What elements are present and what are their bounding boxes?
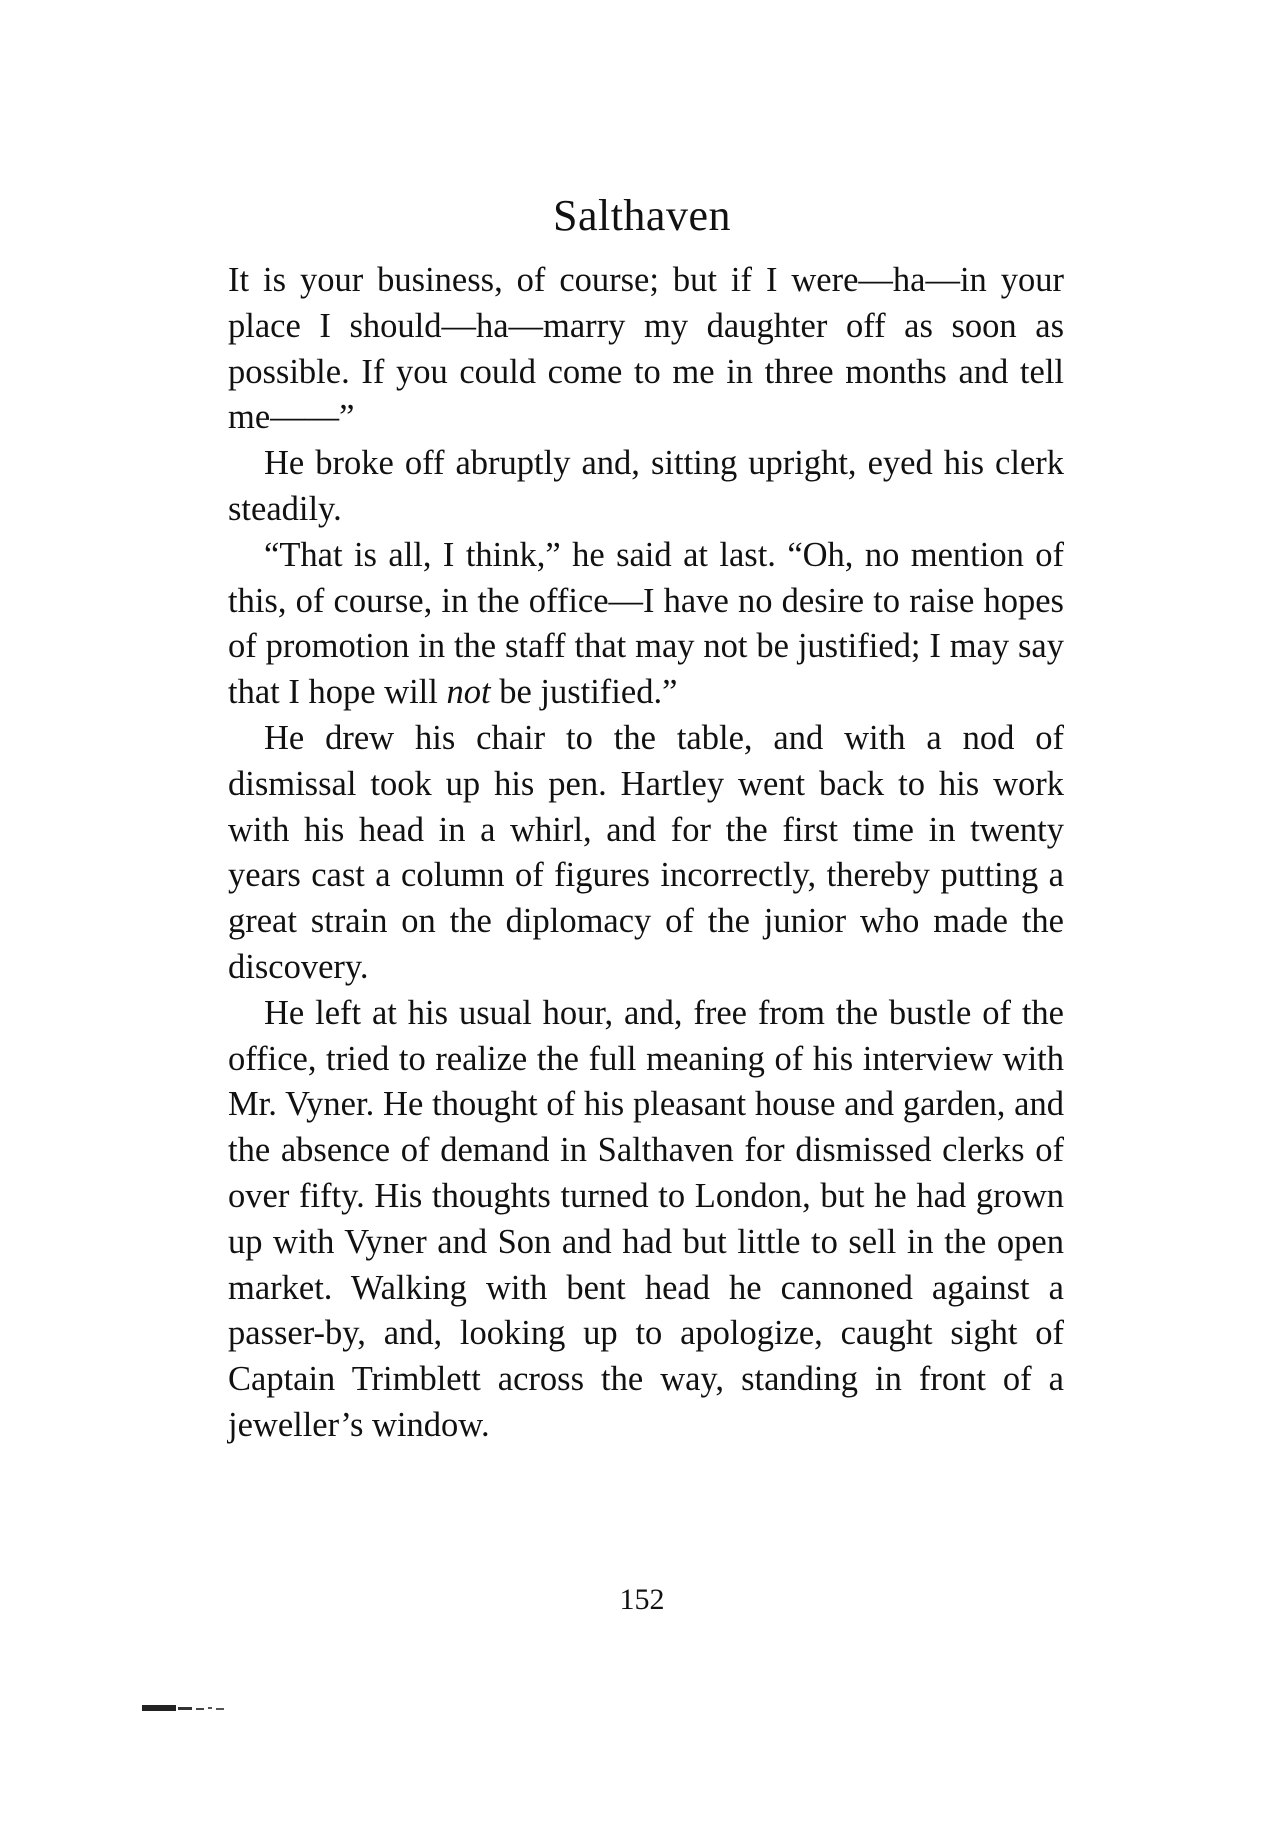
text-run: be justified.” xyxy=(490,673,678,712)
scan-artifact xyxy=(142,1700,262,1714)
body-text xyxy=(228,258,1064,1449)
text-run: “That is all, I think,” he said at last. “Oh, no mention of this, of course, in the office—I have no desire to raise hopes of promotion in the staff that may not be justified; I may say that I hope will xyxy=(228,535,1064,712)
running-head: Salthaven xyxy=(552,191,731,240)
paragraph xyxy=(228,991,1064,1449)
text-run: He left at his usual hour, and, free from the bustle of the office, tried to realize the full meaning of his interview with Mr. Vyner. He thought of his pleasant house and garden, and the absence of demand in Salthaven for dismissed clerks of over fifty. His thoughts turned to London, but he had grown up with Vyner and Son and had but little to sell in the open market. Walking with bent head he cannoned against a passer-by, and, looking up to apologize, caught sight of Captain Trimblett across the way, standing in front of a jeweller’s window. xyxy=(228,993,1064,1444)
text-run: It is your business, of course; but if I were—ha—in your place I should—ha—marry my daughter off as soon as possible. If you could come to me in three months and tell me——” xyxy=(228,261,1064,437)
paragraph xyxy=(228,258,1064,441)
text-run: He broke off abruptly and, sitting upright, eyed his clerk steadily. xyxy=(228,444,1064,528)
paragraph xyxy=(228,441,1064,533)
paragraph xyxy=(228,533,1064,716)
italic-text: not xyxy=(446,673,491,712)
text-run: He drew his chair to the table, and with a nod of dismissal took up his pen. Hartley went back to his work with his head in a whirl, and for the first time in twenty years cast a column of figures incorrectly, thereby putting a great strain on the diplomacy of the junior who made the discovery. xyxy=(228,718,1064,986)
paragraph xyxy=(228,716,1064,991)
page-number: 152 xyxy=(619,1583,665,1616)
